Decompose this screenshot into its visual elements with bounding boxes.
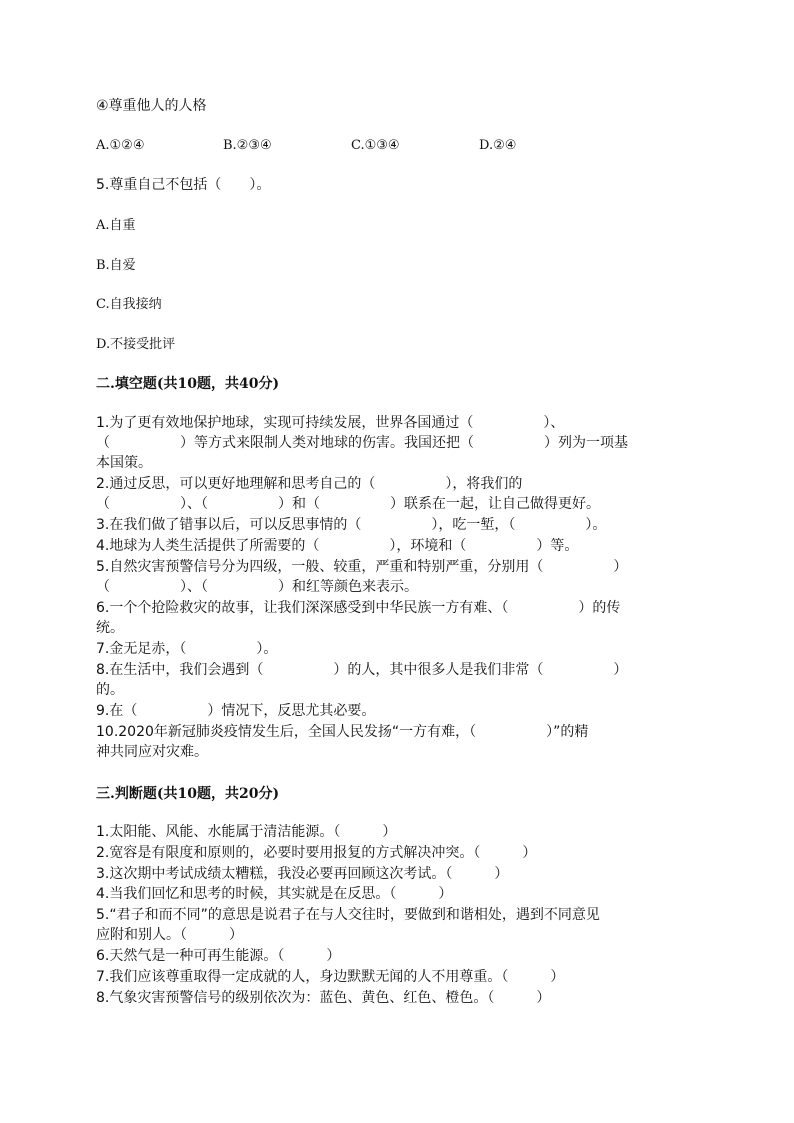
judge-line: 7.我们应该尊重取得一定成就的人，身边默默无闻的人不用尊重。（ ） [96,969,565,985]
fill-line: （ ）等方式来限制人类对地球的伤害。我国还把（ ）列为一项基 [96,435,628,451]
q5-option-a: A.自重 [96,218,136,233]
fill-line: 的。 [96,682,124,698]
q4-option-b: B.②③④ [223,138,272,153]
fill-line: （ ）、（ ）和（ ）联系在一起，让自己做得更好。 [96,496,600,512]
fill-line: 4.地球为人类生活提供了所需要的（ ），环境和（ ）等。 [96,538,579,554]
q5-option-b: B.自爱 [96,258,136,273]
judge-line: 应附和别人。（ ） [96,927,243,943]
fill-line: 本国策。 [96,455,152,471]
q5-option-c: C.自我接纳 [96,297,162,312]
judge-section-heading: 三.判断题(共10题，共20分) [96,786,280,802]
fill-line: 5.自然灾害预警信号分为四级，一般、较重，严重和特别严重，分别用（ ） [96,559,628,575]
q4-option-a: A.①②④ [96,138,145,153]
fill-line: 神共同应对灾难。 [96,744,208,760]
fill-line: 8.在生活中，我们会遇到（ ）的人，其中很多人是我们非常（ ） [96,662,628,678]
item-4-respect-others: ④尊重他人的人格 [96,98,207,114]
fill-line: （ ）、（ ）和红等颜色来表示。 [96,579,418,595]
q5-stem: 5.尊重自己不包括（ ）。 [96,177,271,193]
fill-line: 2.通过反思，可以更好地理解和思考自己的（ ），将我们的 [96,476,523,492]
fill-line: 6.一个个抢险救灾的故事，让我们深深感受到中华民族一方有难、（ ）的传 [96,600,621,616]
judge-line: 1.太阳能、风能、水能属于清洁能源。（ ） [96,824,397,840]
judge-line: 6.天然气是一种可再生能源。（ ） [96,948,341,964]
q4-option-c: C.①③④ [351,138,400,153]
judge-line: 2.宽容是有限度和原则的，必要时要用报复的方式解决冲突。（ ） [96,845,537,861]
judge-line: 4.当我们回忆和思考的时候，其实就是在反思。（ ） [96,886,453,902]
judge-line: 5.“君子和而不同”的意思是说君子在与人交往时，要做到和谐相处，遇到不同意见 [96,907,600,923]
q4-option-d: D.②④ [479,138,517,153]
fill-line: 10.2020年新冠肺炎疫情发生后，全国人民发扬“一方有难，（ ）”的精 [96,724,589,740]
fill-line: 9.在（ ）情况下，反思尤其必要。 [96,703,376,719]
q5-option-d: D.不接受批评 [96,337,176,352]
fill-line: 1.为了更有效地保护地球，实现可持续发展，世界各国通过（ ）、 [96,415,565,431]
fill-line: 7.金无足赤，（ ）。 [96,641,278,657]
judge-line: 8.气象灾害预警信号的级别依次为：蓝色、黄色、红色、橙色。（ ） [96,990,551,1006]
fill-line: 3.在我们做了错事以后，可以反思事情的（ ），吃一堑，（ ）。 [96,517,607,533]
fill-line: 统。 [96,620,124,636]
fill-section-heading: 二.填空题(共10题，共40分) [96,376,280,392]
judge-line: 3.这次期中考试成绩太糟糕，我没必要再回顾这次考试。（ ） [96,866,509,882]
